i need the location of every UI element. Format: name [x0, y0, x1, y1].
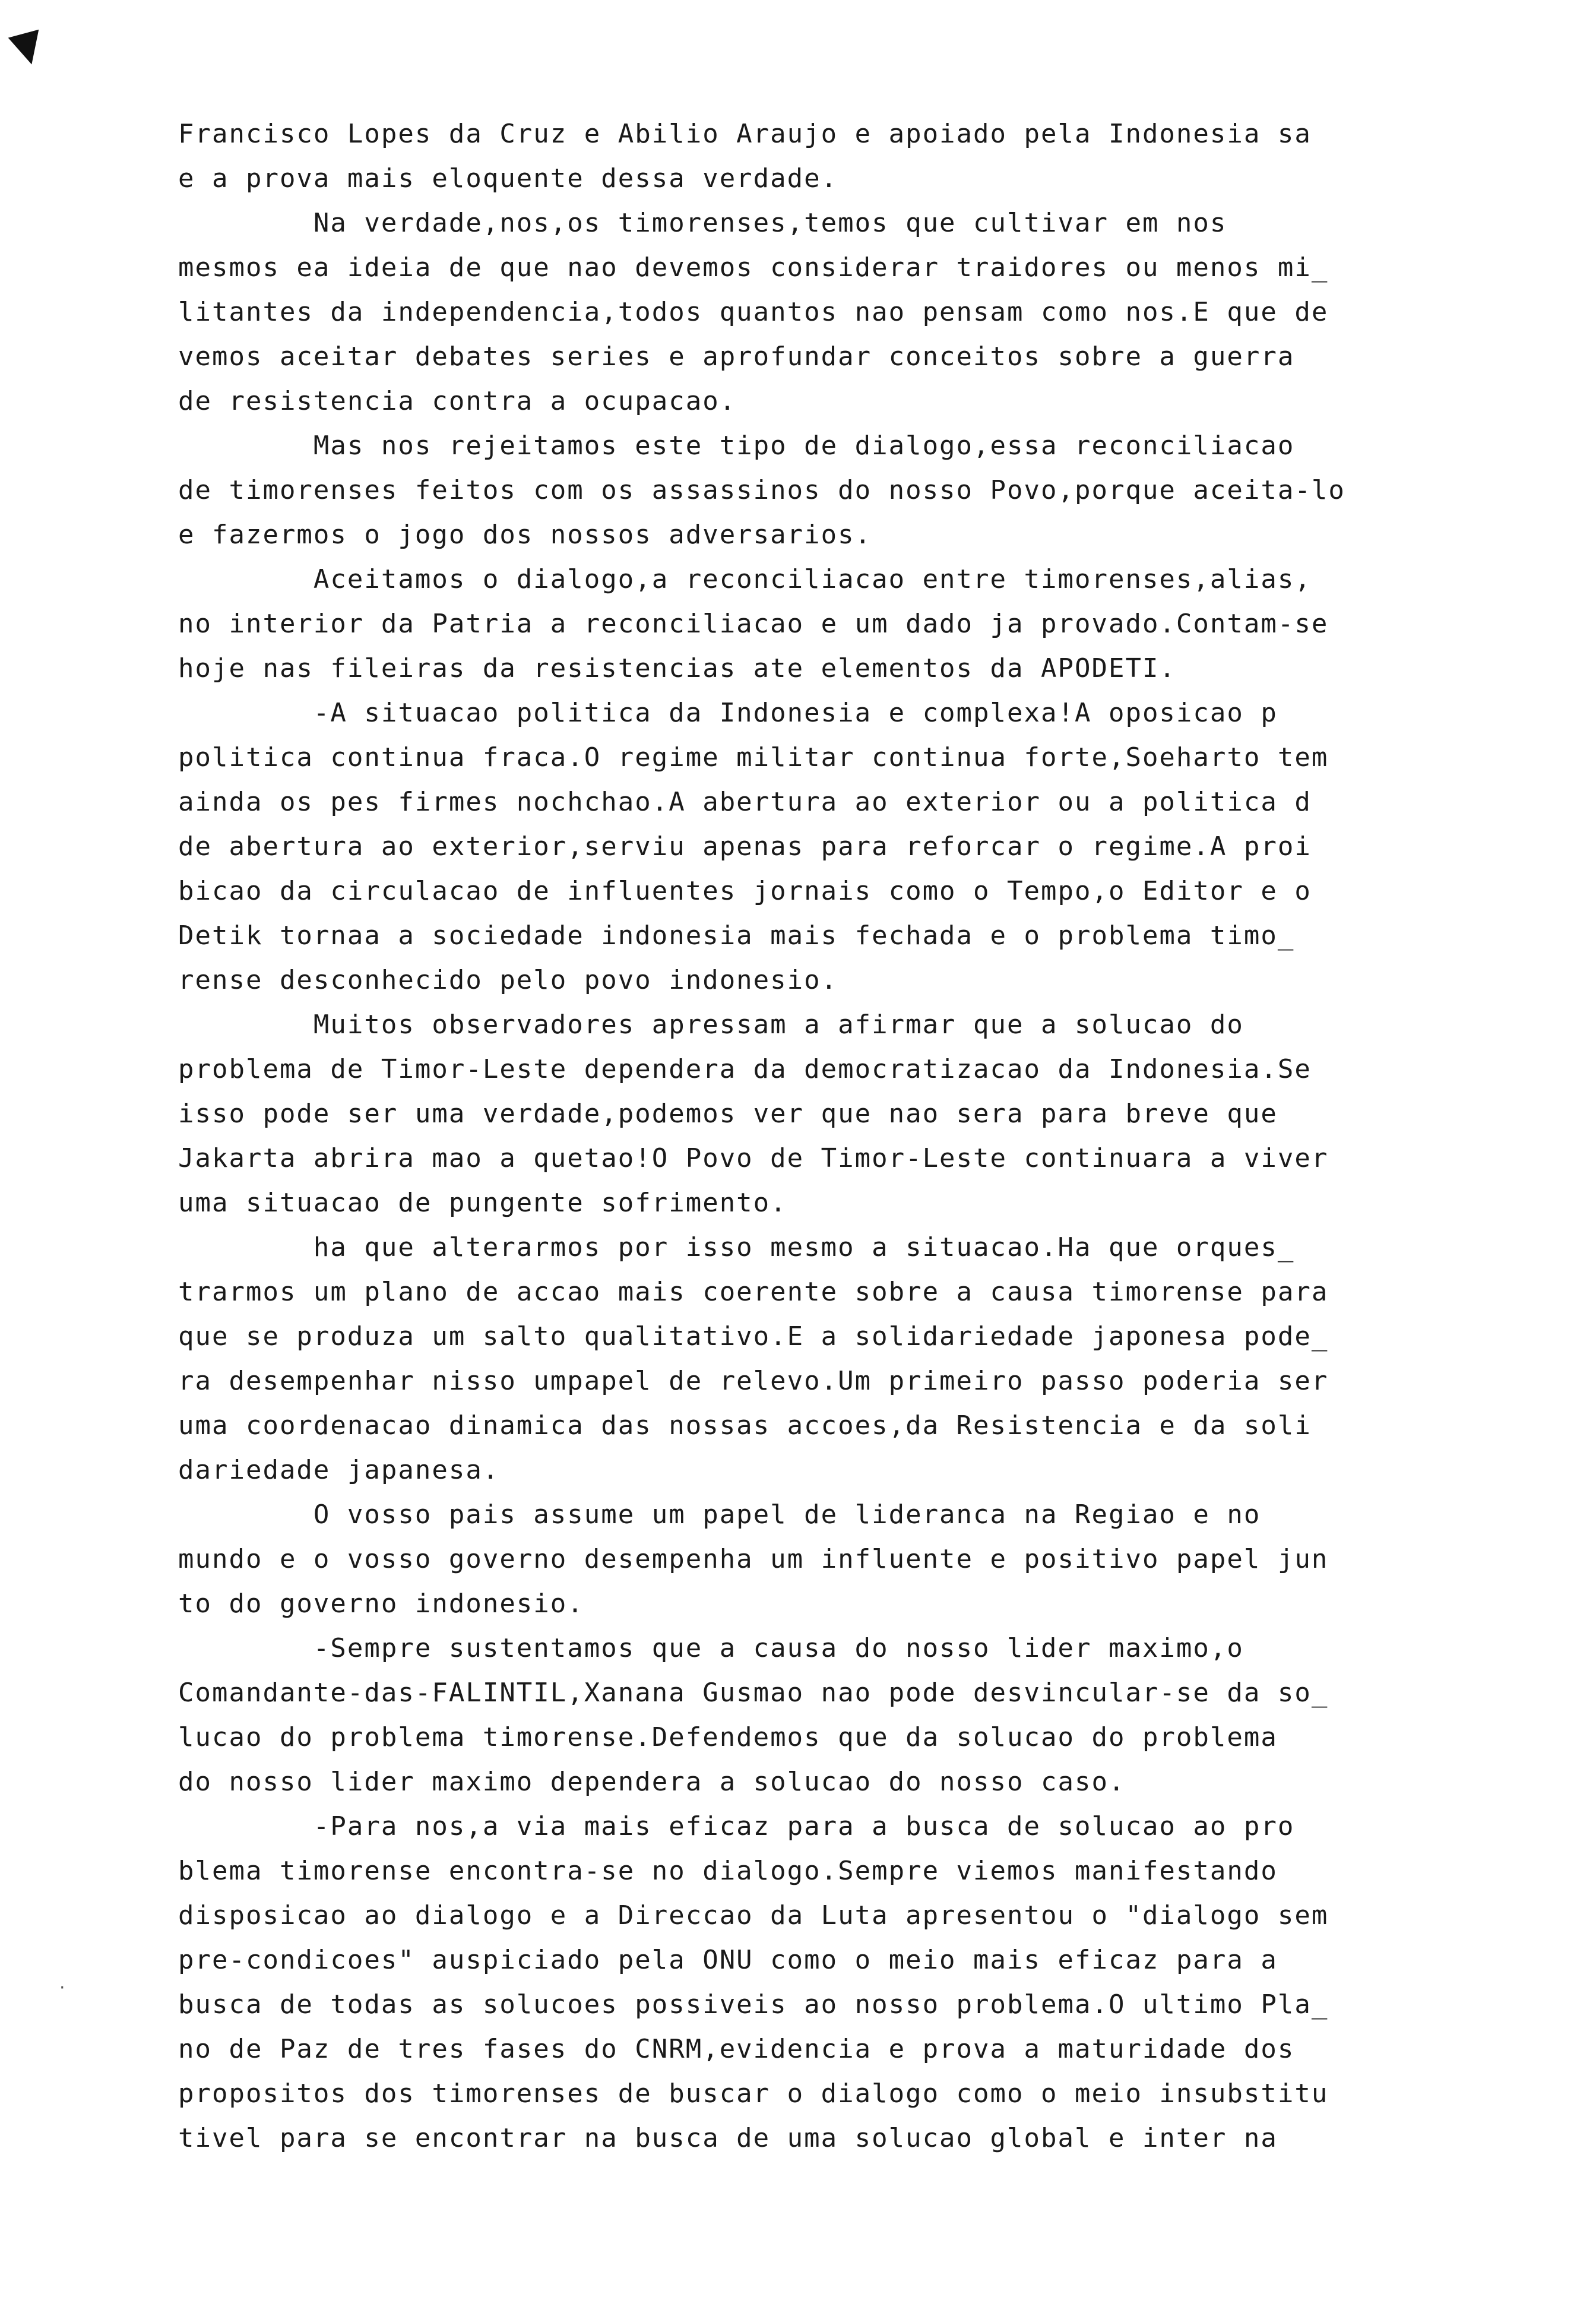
text-line: O vosso pais assume um papel de lideranca na Regiao e no — [178, 1499, 1261, 1530]
text-line: Francisco Lopes da Cruz e Abilio Araujo e apoiado pela Indonesia sa — [178, 119, 1312, 149]
text-line: do nosso lider maximo dependera a solucao do nosso caso. — [178, 1767, 1126, 1797]
text-line: -Sempre sustentamos que a causa do nosso lider maximo,o — [178, 1633, 1244, 1663]
text-line: -Para nos,a via mais eficaz para a busca de solucao ao pro — [178, 1811, 1295, 1842]
text-line: de resistencia contra a ocupacao. — [178, 386, 737, 416]
margin-ink-speck: · — [59, 1978, 65, 1998]
text-line: -A situacao politica da Indonesia e complexa!A oposicao p — [178, 698, 1278, 728]
text-line: ra desempenhar nisso umpapel de relevo.Um primeiro passo poderia ser — [178, 1366, 1329, 1396]
text-line: to do governo indonesio. — [178, 1589, 584, 1619]
text-line: uma situacao de pungente sofrimento. — [178, 1188, 787, 1218]
text-line: vemos aceitar debates series e aprofundar conceitos sobre a guerra — [178, 341, 1295, 372]
text-line: trarmos um plano de accao mais coerente sobre a causa timorense para — [178, 1277, 1329, 1307]
text-line: Comandante-das-FALINTIL,Xanana Gusmao nao pode desvincular-se da so_ — [178, 1678, 1329, 1708]
text-line: que se produza um salto qualitativo.E a solidariedade japonesa pode_ — [178, 1321, 1329, 1352]
text-line: pre-condicoes" auspiciado pela ONU como o meio mais eficaz para a — [178, 1945, 1278, 1975]
text-line: e a prova mais eloquente dessa verdade. — [178, 163, 838, 194]
text-line: litantes da independencia,todos quantos nao pensam como nos.E que de — [178, 297, 1329, 327]
text-line: rense desconhecido pelo povo indonesio. — [178, 965, 838, 995]
text-line: busca de todas as solucoes possiveis ao nosso problema.O ultimo Pla_ — [178, 1989, 1329, 2020]
text-line: bicao da circulacao de influentes jornais como o Tempo,o Editor e o — [178, 876, 1312, 906]
text-line: Detik tornaa a sociedade indonesia mais fechada e o problema timo_ — [178, 920, 1295, 951]
text-line: propositos dos timorenses de buscar o dialogo como o meio insubstitu — [178, 2078, 1329, 2109]
text-line: problema de Timor-Leste dependera da democratizacao da Indonesia.Se — [178, 1054, 1312, 1084]
text-line: Muitos observadores apressam a afirmar que a solucao do — [178, 1010, 1244, 1040]
text-line: Na verdade,nos,os timorenses,temos que cultivar em nos — [178, 208, 1227, 238]
text-line: dariedade japanesa. — [178, 1455, 500, 1485]
text-line: mundo e o vosso governo desempenha um influente e positivo papel jun — [178, 1544, 1329, 1574]
text-line: politica continua fraca.O regime militar continua forte,Soeharto tem — [178, 742, 1329, 773]
corner-ink-mark: ▼ — [5, 18, 49, 74]
text-line: Jakarta abrira mao a quetao!O Povo de Timor-Leste continuara a viver — [178, 1143, 1329, 1173]
text-line: e fazermos o jogo dos nossos adversarios. — [178, 520, 872, 550]
text-line: Aceitamos o dialogo,a reconciliacao entre timorenses,alias, — [178, 564, 1312, 594]
text-line: de abertura ao exterior,serviu apenas para reforcar o regime.A proi — [178, 831, 1312, 862]
text-line: blema timorense encontra-se no dialogo.Sempre viemos manifestando — [178, 1856, 1278, 1886]
text-line: ainda os pes firmes nochchao.A abertura ao exterior ou a politica d — [178, 787, 1312, 817]
text-line: mesmos ea ideia de que nao devemos considerar traidores ou menos mi_ — [178, 252, 1329, 283]
text-line: de timorenses feitos com os assassinos do nosso Povo,porque aceita-lo — [178, 475, 1345, 505]
text-line: no de Paz de tres fases do CNRM,evidencia e prova a maturidade dos — [178, 2034, 1295, 2064]
text-line: hoje nas fileiras da resistencias ate elementos da APODETI. — [178, 653, 1176, 684]
text-line: isso pode ser uma verdade,podemos ver que nao sera para breve que — [178, 1099, 1278, 1129]
text-line: no interior da Patria a reconciliacao e um dado ja provado.Contam-se — [178, 609, 1329, 639]
text-line: Mas nos rejeitamos este tipo de dialogo,essa reconciliacao — [178, 431, 1295, 461]
text-line: ha que alterarmos por isso mesmo a situacao.Ha que orques_ — [178, 1232, 1295, 1263]
text-line: tivel para se encontrar na busca de uma solucao global e inter na — [178, 2123, 1278, 2153]
text-line: lucao do problema timorense.Defendemos que da solucao do problema — [178, 1722, 1278, 1752]
typed-text-body — [178, 112, 1461, 2160]
text-line: disposicao ao dialogo e a Direccao da Luta apresentou o "dialogo sem — [178, 1900, 1329, 1931]
text-line: uma coordenacao dinamica das nossas accoes,da Resistencia e da soli — [178, 1410, 1312, 1441]
